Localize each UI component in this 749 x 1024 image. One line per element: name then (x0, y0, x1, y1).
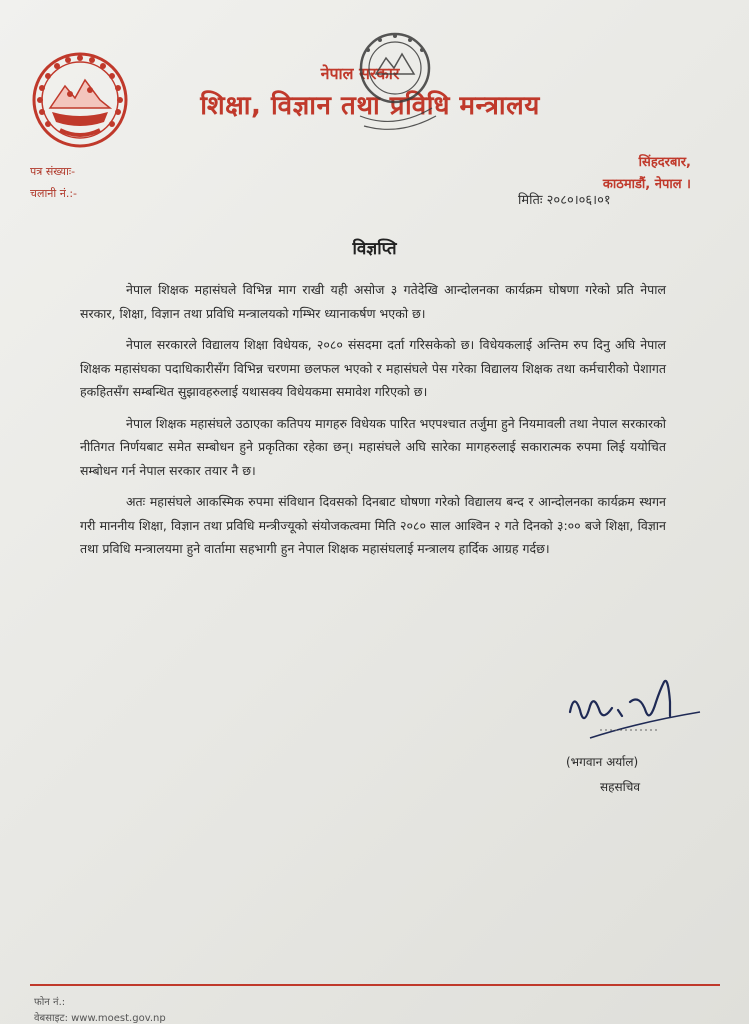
paragraph: नेपाल शिक्षक महासंघले उठाएका कतिपय मागहरु विधेयक पारित भएपश्चात तर्जुमा हुने नियमावली तथा नेपाल सरकारको नीतिगत निर्णयबाट समेत सम्बोधन हुने प्रकृतिका रहेका छन्। महासंघले अघि सारेका मागहरुलाई सकारात्मक रुपमा लिई ययोचित सम्बोधन गर्न नेपाल सरकार तयार नै छ। (80, 415, 666, 478)
header-government: नेपाल सरकार (320, 64, 400, 83)
address-line-1: सिंहदरबार, (638, 155, 691, 170)
paragraph: नेपाल सरकारले विद्यालय शिक्षा विधेयक, २०८० संसदमा दर्ता गरिसकेको छ। विधेयकलाई अन्तिम रुप दिनु अघि नेपाल शिक्षक महासंघका पदाधिकारीसँग विभिन्न चरणमा छलफल भएको र महासंघले पेस गरेका विद्यालय शिक्षक तथा कर्मचारीको पेशागत हकहितसँग सम्बन्धित सुझावहरुलाई यथासक्य विधेयकमा समावेश गरिएको छ। (80, 337, 666, 399)
signatory-name: (भगवान अर्याल) (566, 755, 639, 769)
address-line-2: काठमाडौं, नेपाल । (602, 177, 691, 192)
footer-website: वेबसाइट: www.moest.gov.np (34, 1013, 166, 1024)
dispatch-number-label: चलानी नं.:- (30, 187, 78, 200)
letter-number-label: पत्र संख्याः- (30, 165, 76, 178)
footer-phone: फोन नं.: (34, 997, 66, 1008)
paragraph: अतः महासंघले आकस्मिक रुपमा संविधान दिवसको दिनबाट घोषणा गरेको विद्यालय बन्द र आन्दोलनका कार्यक्रम स्थगन गरी माननीय शिक्षा, विज्ञान तथा प्रविधि मन्त्रीज्यूको संयोजकत्वमा मिति २०८० साल आश्विन २ गते दिनको ३:०० बजे शिक्षा, विज्ञान तथा प्रविधि मन्त्रालयमा हुने वार्तामा सहभागी हुन नेपाल शिक्षक महासंघलाई मन्त्रालय हार्दिक आग्रह गर्दछ। (80, 494, 666, 556)
signatory-title: सहसचिव (600, 780, 640, 794)
paragraph: नेपाल शिक्षक महासंघले विभिन्न माग राखी यही असोज ३ गतेदेखि आन्दोलनका कार्यक्रम घोषणा गरेको प्रति नेपाल सरकार, शिक्षा, विज्ञान तथा प्रविधि मन्त्रालयको गम्भिर ध्यानाकर्षण भएको छ। (80, 282, 666, 321)
letter-date: मितिः २०८०।०६।०१ (518, 193, 611, 208)
footer-divider (30, 984, 720, 986)
office-seal-stamp (340, 28, 450, 140)
header-ministry: शिक्षा, विज्ञान तथा प्रविधि मन्त्रालय (200, 91, 540, 121)
nepal-emblem-icon (30, 50, 130, 150)
notice-body (80, 278, 666, 569)
handwritten-signature (560, 672, 710, 752)
notice-title: विज्ञप्ति (352, 239, 397, 259)
